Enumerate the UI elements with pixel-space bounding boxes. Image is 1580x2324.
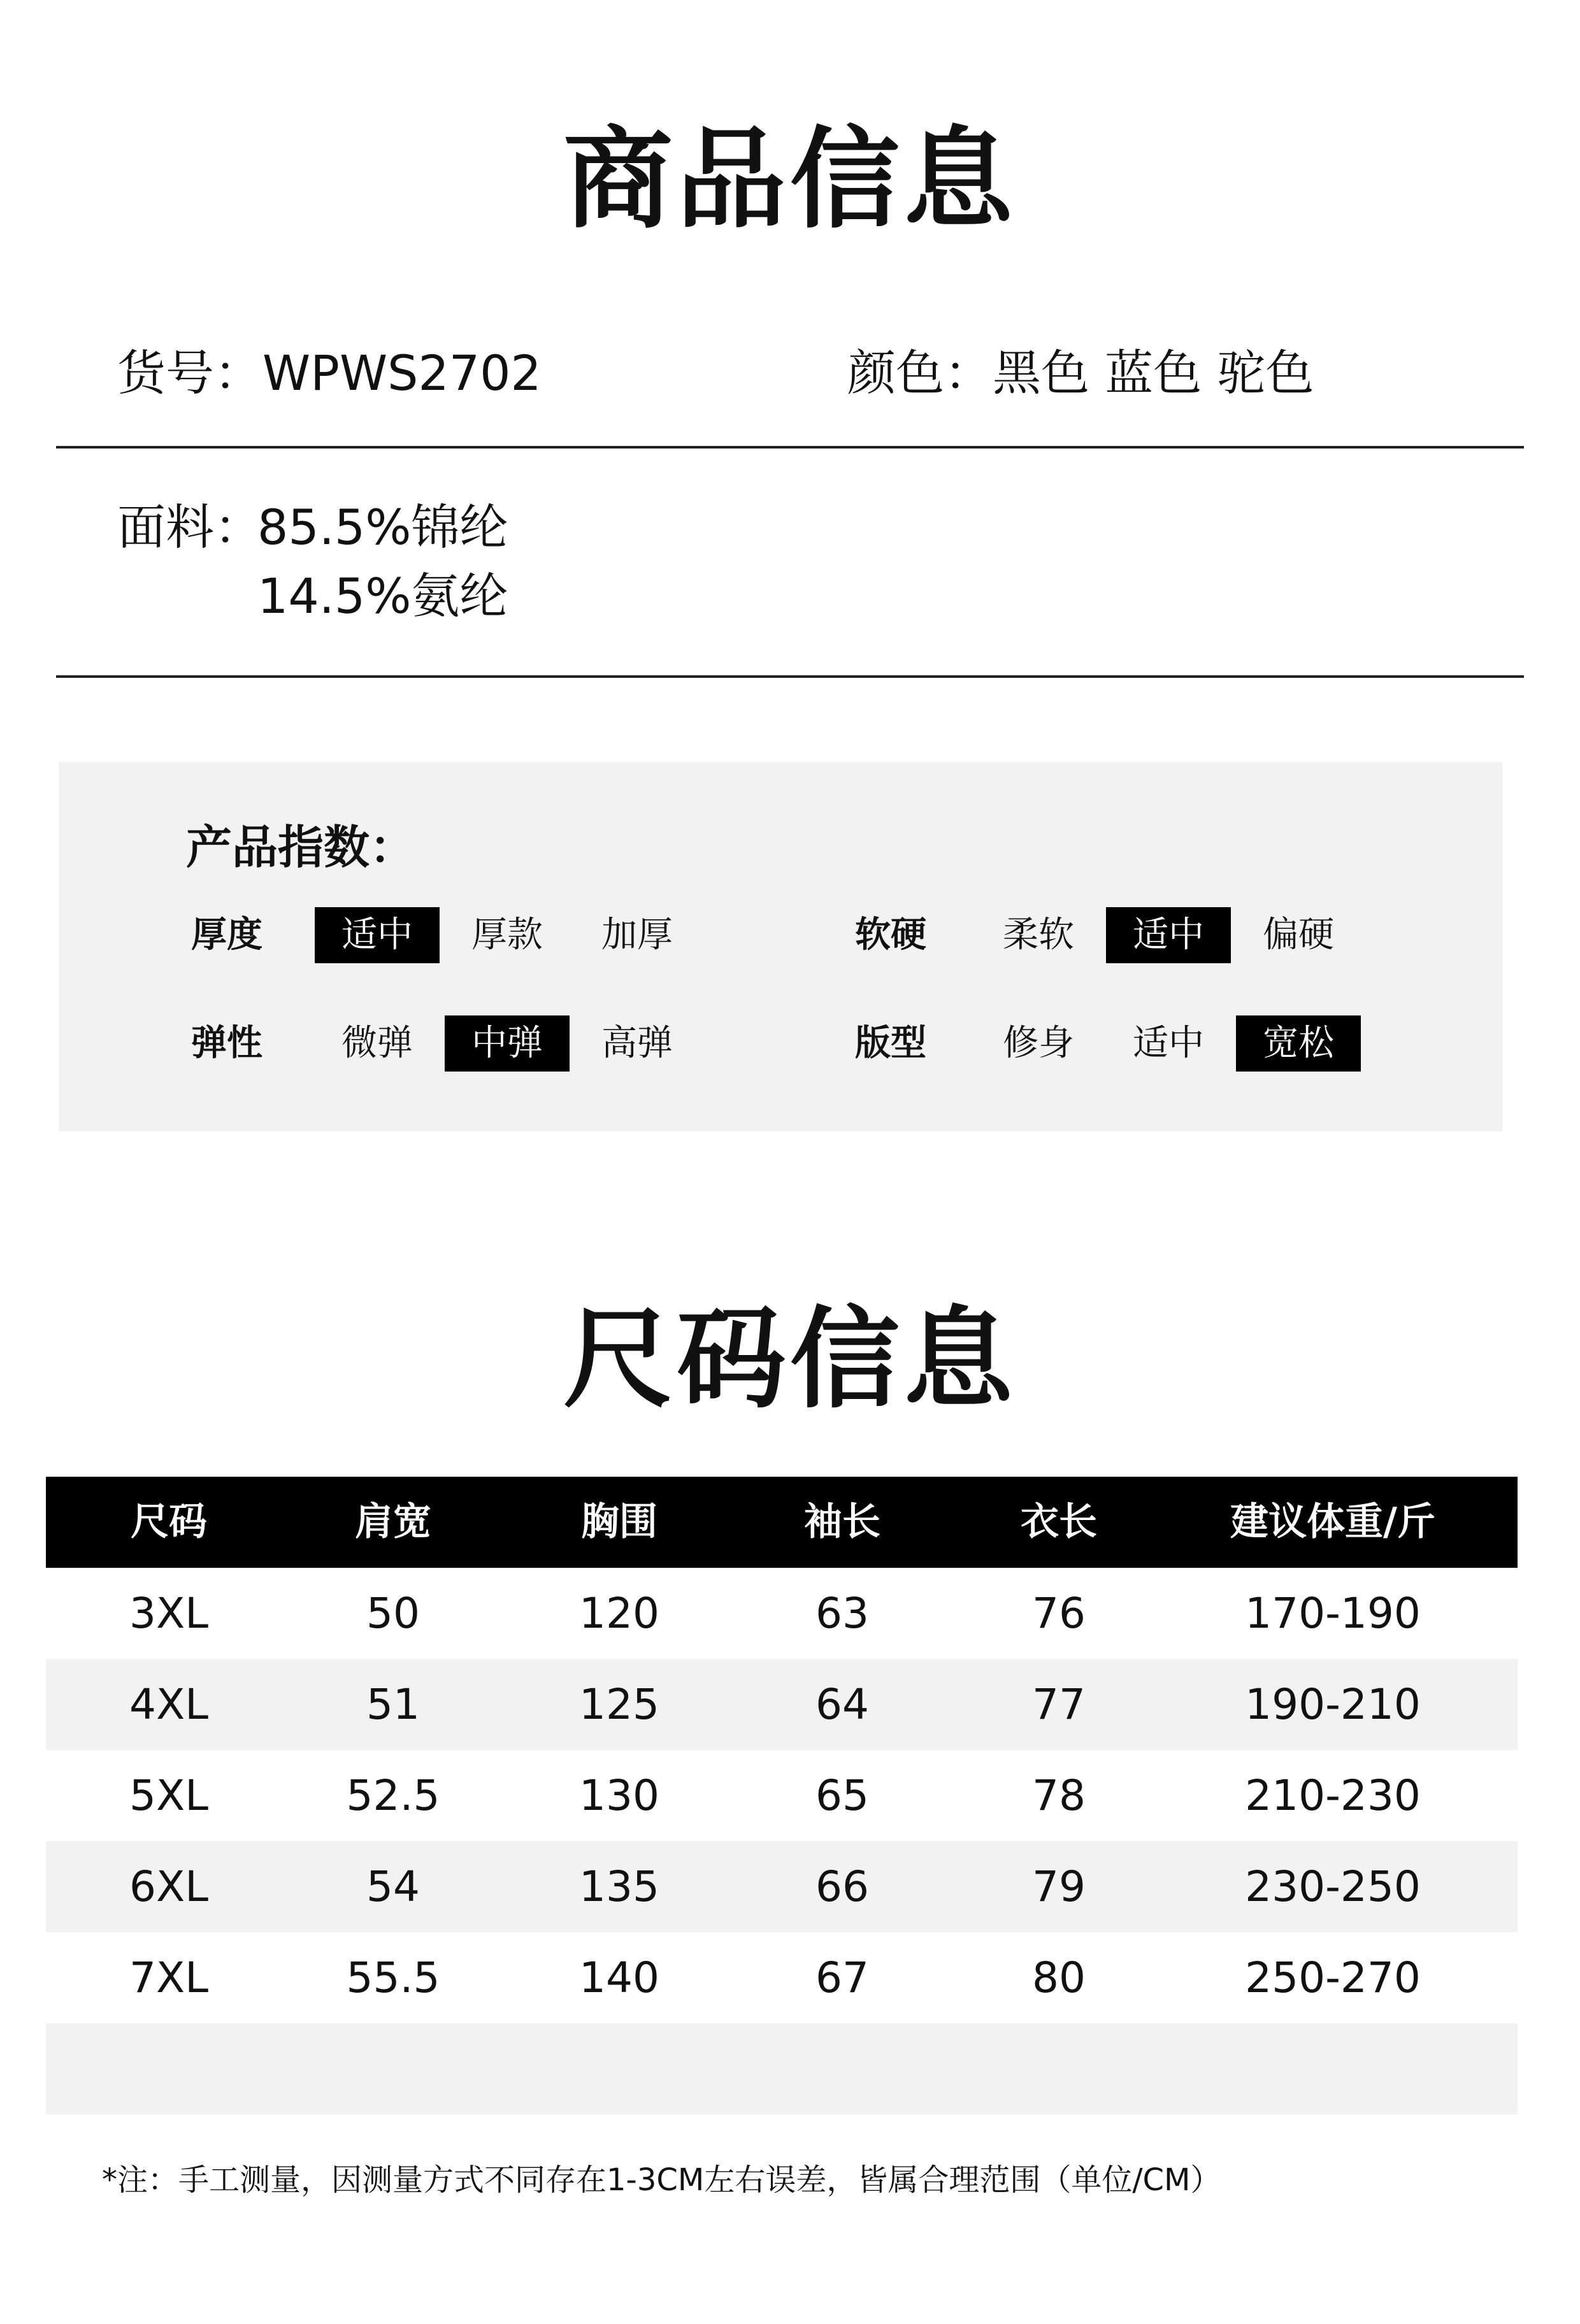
- chest-cell: 120: [579, 1589, 659, 1638]
- size-info-title: 尺码信息: [563, 1295, 1017, 1423]
- fabric-line: 14.5%氨纶: [257, 568, 508, 624]
- fabric-line: 85.5%锦纶: [257, 499, 508, 556]
- size-cell: 4XL: [129, 1680, 208, 1729]
- color-options: 颜色：黑色 蓝色 驼色: [847, 345, 1314, 401]
- header-cell: 胸围: [581, 1500, 657, 1544]
- product-info-title: 商品信息: [563, 115, 1017, 243]
- thickness-option: 适中: [315, 907, 440, 963]
- table-row: [46, 1659, 1518, 1750]
- header-cell: 衣长: [1021, 1500, 1097, 1544]
- index-label-thickness: 厚度: [191, 914, 262, 956]
- sleeve-cell: 63: [815, 1589, 869, 1638]
- hardness-option: 柔软: [1003, 914, 1074, 956]
- shoulder-cell: 50: [366, 1589, 420, 1638]
- table-row: [46, 1932, 1518, 2023]
- measurement-footnote: *注：手工测量，因测量方式不同存在1-3CM左右误差，皆属合理范围（单位/CM）: [102, 2162, 1221, 2198]
- product-index-heading: 产品指数：: [186, 821, 416, 874]
- elasticity-option: 中弹: [445, 1015, 570, 1072]
- weight-cell: 250-270: [1245, 1953, 1421, 2002]
- chest-cell: 125: [579, 1680, 659, 1729]
- sleeve-cell: 64: [815, 1680, 869, 1729]
- shoulder-cell: 54: [366, 1862, 420, 1911]
- length-cell: 77: [1032, 1680, 1086, 1729]
- fabric-label: 面料：: [117, 499, 262, 556]
- thickness-option: 加厚: [601, 914, 673, 956]
- thickness-option: 厚款: [471, 914, 543, 956]
- hardness-option: 偏硬: [1263, 914, 1334, 956]
- chest-cell: 130: [579, 1771, 659, 1820]
- table-row: [46, 1841, 1518, 1932]
- size-table: [46, 1477, 1518, 2114]
- shoulder-cell: 52.5: [346, 1771, 440, 1820]
- fit-option: 修身: [1003, 1022, 1074, 1064]
- weight-cell: 170-190: [1245, 1589, 1421, 1638]
- hardness-option: 适中: [1106, 907, 1231, 963]
- index-label-hardness: 软硬: [855, 914, 926, 956]
- fit-option: 宽松: [1236, 1015, 1361, 1072]
- sleeve-cell: 67: [815, 1953, 869, 2002]
- chest-cell: 140: [579, 1953, 659, 2002]
- item-number: 货号：WPWS2702: [117, 345, 542, 401]
- size-cell: 7XL: [129, 1953, 208, 2002]
- chest-cell: 135: [579, 1862, 659, 1911]
- index-label-fit: 版型: [855, 1022, 926, 1064]
- divider: [56, 446, 1524, 448]
- product-index-panel: [59, 762, 1502, 1131]
- size-cell: 5XL: [129, 1771, 208, 1820]
- elasticity-option: 高弹: [601, 1022, 673, 1064]
- length-cell: 78: [1032, 1771, 1086, 1820]
- sleeve-cell: 65: [815, 1771, 869, 1820]
- table-header-row: [46, 1477, 1518, 1568]
- weight-cell: 210-230: [1245, 1771, 1421, 1820]
- divider: [56, 675, 1524, 678]
- weight-cell: 230-250: [1245, 1862, 1421, 1911]
- table-row-empty: [46, 2023, 1518, 2114]
- weight-cell: 190-210: [1245, 1680, 1421, 1729]
- table-row: [46, 1750, 1518, 1841]
- table-row: [46, 1568, 1518, 1659]
- length-cell: 80: [1032, 1953, 1086, 2002]
- shoulder-cell: 55.5: [346, 1953, 440, 2002]
- header-cell: 肩宽: [355, 1500, 431, 1544]
- header-cell: 尺码: [131, 1500, 207, 1544]
- elasticity-option: 微弹: [341, 1022, 413, 1064]
- fit-option: 适中: [1133, 1022, 1204, 1064]
- shoulder-cell: 51: [366, 1680, 420, 1729]
- header-cell: 袖长: [804, 1500, 880, 1544]
- length-cell: 76: [1032, 1589, 1086, 1638]
- length-cell: 79: [1032, 1862, 1086, 1911]
- sleeve-cell: 66: [815, 1862, 869, 1911]
- header-cell: 建议体重/斤: [1230, 1500, 1435, 1544]
- size-cell: 3XL: [129, 1589, 208, 1638]
- size-cell: 6XL: [129, 1862, 208, 1911]
- index-label-elasticity: 弹性: [191, 1022, 262, 1064]
